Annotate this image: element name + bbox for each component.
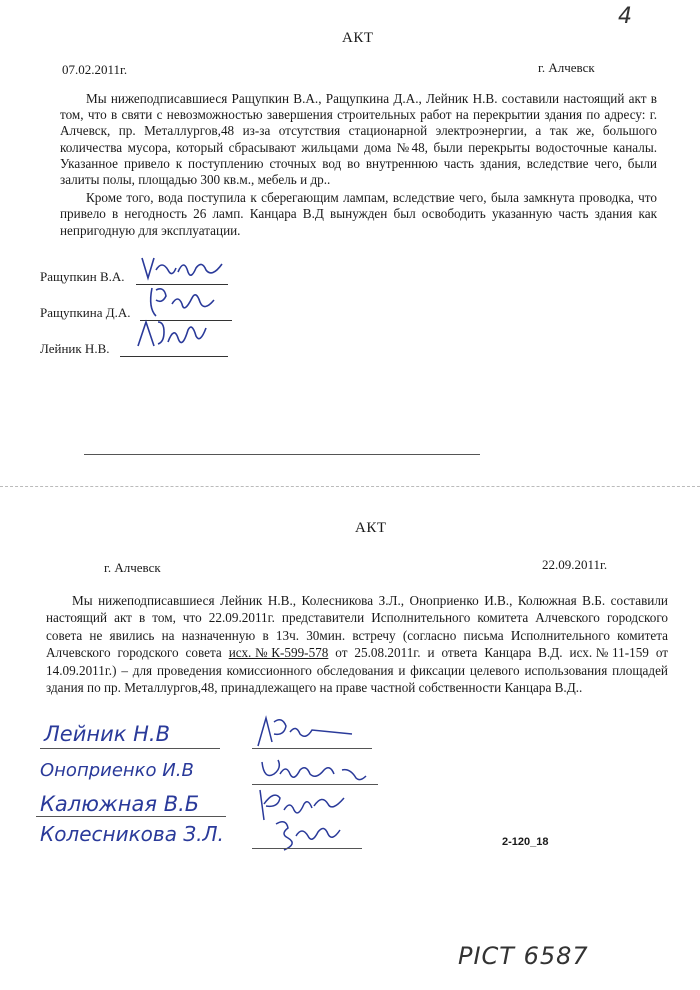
act-2-date: 22.09.2011г.	[542, 557, 608, 572]
handwritten-name-3: Калюжная В.Б	[40, 792, 200, 816]
act-1-date: 07.02.2011г.	[62, 62, 128, 77]
handwritten-name-1: Лейник Н.В	[44, 722, 170, 746]
act-1-signature-row-1	[40, 262, 228, 285]
act-2-paragraph	[46, 592, 668, 696]
signature-underline	[40, 748, 220, 749]
act-1-city: г. Алчевск	[538, 60, 595, 75]
act-1-paragraph-2: Кроме того, вода поступила к сберегающим лампам, вследствие чего, была замкнута проводка, что привело в негодность 26 ламп. Канцара В.Д вынужден был освободить указанную часть здания как непригодную для эксплуатации.	[60, 190, 657, 238]
signature-underline	[252, 748, 372, 749]
signatory-name: Ращупкина Д.А.	[40, 305, 131, 320]
act-1-title: АКТ	[342, 30, 374, 46]
signatory-name: Лейник Н.В.	[40, 341, 110, 356]
handwritten-name-4: Колесникова З.Л.	[40, 822, 224, 846]
signature-scribble	[252, 712, 362, 752]
signature-underline	[252, 848, 362, 849]
signature-line	[120, 334, 228, 357]
act-1-signature-row-3	[40, 334, 228, 357]
act-1-bottom-rule	[84, 454, 480, 455]
act-1-paragraph-1: Мы нижеподписавшиеся Ращупкин В.А., Ращупкина Д.А., Лейник Н.В. составили настоящий акт в том, что в святи с невозможностью завершения строительных работ на перекрытии здания по адресу: г. Алчевск, пр. Металлургов,48 из-за отсутствия стационарной электроэнергии, а так же, большого количества мусора, который сбрасывают жильцами дома №48, были перекрыты водосточные каналы. Указанное привело к поступлению сточных вод во внутреннюю часть здания, вследствие чего, были залиты полы, площадью 300 кв.м., мебель и др..	[60, 91, 657, 188]
handwritten-name-2: Оноприенко И.В	[40, 760, 194, 781]
outgoing-reference-number: исх.№К-599-578	[228, 645, 329, 661]
signature-scribble	[138, 252, 228, 284]
signature-underline	[252, 784, 378, 785]
paragraph-part-2: от 25.08.2011г. и ответа Канцара В.Д. исх.№11-159 от 14.09.2011г.) – для проведения комиссионного обследования и фиксации целевого использования площадей здания по пр. Металлургов,48, принадлежащего на праве частной собственности Канцара В.Д..	[46, 645, 669, 696]
act-2-body	[46, 592, 668, 696]
signature-scribble	[258, 756, 378, 786]
footer-handwritten-mark: PICT 6587	[458, 942, 589, 970]
act-1-body	[60, 91, 657, 239]
document-code: 2-120_18	[502, 836, 549, 848]
act-2-city: г. Алчевск	[104, 560, 161, 575]
paragraph-part-1: Мы нижеподписавшиеся Лейник Н.В., Колесникова З.Л., Оноприенко И.В., Колюжная В.Б. составили настоящий акт в том, что 22.09.2011г. представители Исполнительного комитета Алчевского городского совета не явились на назначенную в 13ч. 30мин. встречу (согласно письма Исполнительного комитета Алчевского городского совета	[46, 593, 668, 661]
signature-underline	[36, 816, 226, 817]
corner-handwritten-mark: 4	[618, 4, 632, 29]
signature-scribble	[146, 284, 236, 320]
page-fold-line	[0, 486, 700, 487]
signature-scribble	[270, 816, 360, 850]
signature-scribble	[134, 318, 234, 356]
signature-line	[136, 262, 228, 285]
act-2-title: АКТ	[355, 520, 387, 536]
signatory-name: Ращупкин В.А.	[40, 269, 125, 284]
